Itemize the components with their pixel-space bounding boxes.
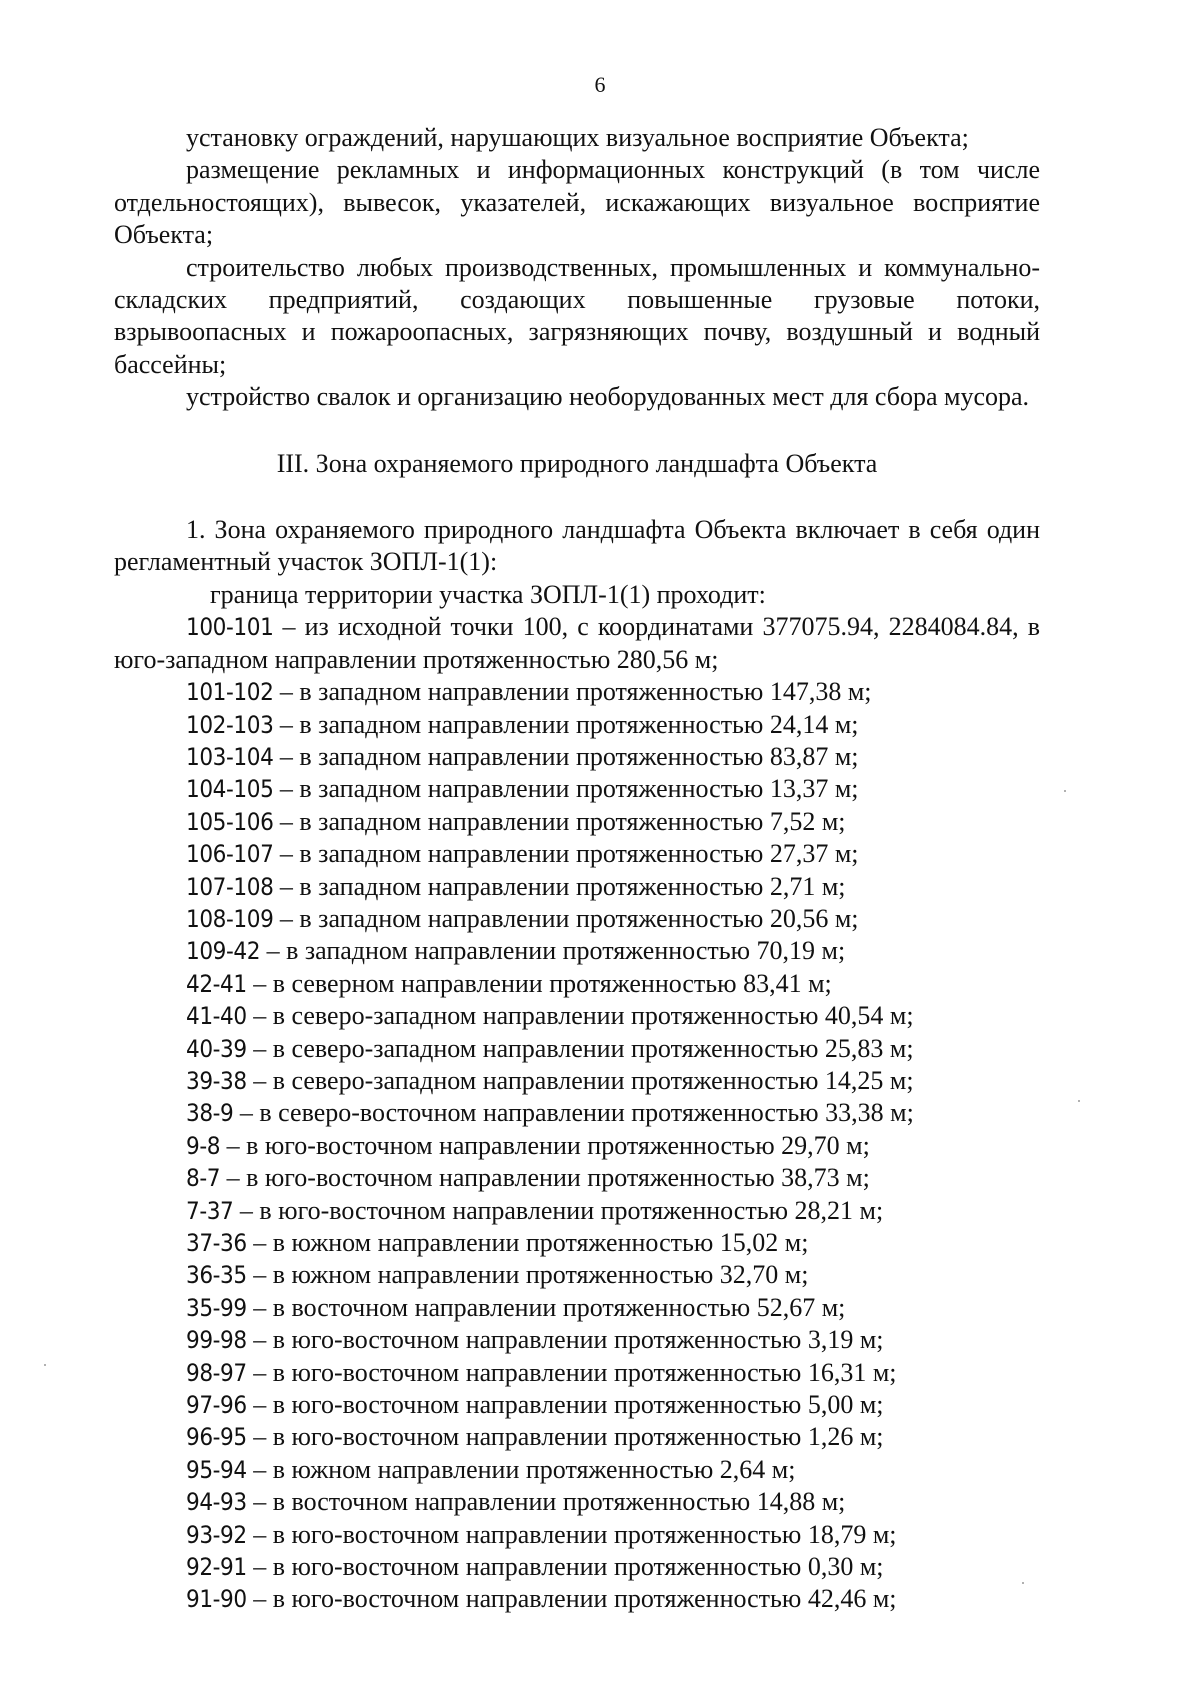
- segment-line: [114, 1583, 1040, 1615]
- segment-code: 96-95: [186, 1423, 247, 1452]
- segment-code: 91-90: [186, 1585, 247, 1614]
- segment-line: [114, 1357, 1040, 1389]
- segment-code: 36-35: [186, 1261, 247, 1290]
- segment-code: 37-36: [186, 1229, 247, 1257]
- segment-line: [114, 1227, 1040, 1259]
- segment-line-first: [114, 611, 1040, 676]
- segment-line: [114, 1389, 1040, 1421]
- scan-speck: [44, 1364, 46, 1366]
- segment-list: [114, 676, 1040, 1616]
- segment-line: [114, 1033, 1040, 1065]
- segment-code: 94-93: [186, 1488, 247, 1517]
- segment-text: – в северо-западном направлении протяженностью 40,54 м;: [246, 1001, 914, 1031]
- segment-text: – в северном направлении протяженностью 83,41 м;: [246, 968, 832, 998]
- segment-code: 42-41: [186, 969, 247, 998]
- scan-speck: [1022, 1582, 1024, 1584]
- segment-text: – в юго-восточном направлении протяженностью 38,73 м;: [220, 1163, 870, 1193]
- segment-code: 9-8: [186, 1131, 221, 1160]
- segment-text: – в западном направлении протяженностью 27,37 м;: [273, 839, 859, 869]
- segment-line: [114, 1551, 1040, 1583]
- segment-text: – в южном направлении протяженностью 2,64 м;: [246, 1454, 796, 1484]
- segment-line: [114, 838, 1040, 870]
- segment-text: – в юго-восточном направлении протяженностью 5,00 м;: [246, 1390, 884, 1420]
- segment-code: 39-38: [186, 1066, 247, 1095]
- segment-code: 40-39: [186, 1034, 247, 1063]
- segment-text: – в юго-восточном направлении протяженностью 28,21 м;: [233, 1195, 884, 1225]
- segment-code: 108-109: [186, 904, 274, 933]
- segment-text: – в юго-восточном направлении протяженностью 29,70 м;: [220, 1130, 870, 1160]
- segment-code: 7-37: [186, 1196, 234, 1225]
- segment-text: – в северо-западном направлении протяженностью 25,83 м;: [246, 1033, 914, 1063]
- segment-code: 101-102: [186, 678, 274, 707]
- segment-text: – в северо-восточном направлении протяженностью 33,38 м;: [233, 1098, 914, 1128]
- segment-line: [114, 1130, 1040, 1162]
- segment-code: 92-91: [186, 1553, 247, 1582]
- segment-line: [114, 741, 1040, 773]
- page-number: 6: [594, 72, 606, 97]
- segment-text: – в юго-восточном направлении протяженностью 0,30 м;: [246, 1552, 884, 1582]
- paragraph-dumps: устройство свалок и организацию необорудованных мест для сбора мусора.: [186, 382, 1030, 412]
- segment-text: – в восточном направлении протяженностью 14,88 м;: [246, 1487, 846, 1517]
- segment-line: [114, 773, 1040, 805]
- segment-line: [114, 871, 1040, 903]
- segment-line: [114, 806, 1040, 838]
- segment-line: [114, 903, 1040, 935]
- boundary-intro: граница территории участка ЗОПЛ-1(1) проходит:: [210, 579, 766, 609]
- segment-line: [114, 1065, 1040, 1097]
- scan-speck: [1064, 790, 1066, 792]
- segment-code: 97-96: [186, 1391, 247, 1420]
- segment-line: [114, 1000, 1040, 1032]
- segment-text: – в юго-восточном направлении протяженностью 42,46 м;: [246, 1584, 897, 1614]
- segment-line: [114, 1292, 1040, 1324]
- segment-text: – в южном направлении протяженностью 32,70 м;: [246, 1260, 809, 1290]
- segment-text: – в северо-западном направлении протяженностью 14,25 м;: [246, 1065, 914, 1095]
- segment-code: 102-103: [186, 710, 274, 739]
- section-heading: III. Зона охраняемого природного ландшафта Объекта: [276, 448, 878, 478]
- segment-line: [114, 1259, 1040, 1291]
- segment-code: 99-98: [186, 1326, 247, 1355]
- segment-text: – в западном направлении протяженностью 70,19 м;: [260, 936, 846, 966]
- segment-code: 100-101: [186, 613, 274, 642]
- segment-code: 95-94: [186, 1455, 247, 1484]
- segment-text: – из исходной точки 100, с координатами 377075.94, 2284084.84, в юго-западном направлении протяженностью 280,56 м;: [114, 612, 1040, 674]
- segment-code: 107-108: [186, 872, 274, 901]
- segment-text: – в западном направлении протяженностью 24,14 м;: [273, 709, 859, 739]
- segment-text: – в западном направлении протяженностью 83,87 м;: [273, 741, 859, 771]
- segment-text: – в южном направлении протяженностью 15,02 м;: [246, 1228, 809, 1257]
- segment-code: 106-107: [186, 840, 274, 869]
- segment-code: 103-104: [186, 742, 274, 771]
- segment-line: [114, 968, 1040, 1000]
- segment-code: 98-97: [186, 1358, 247, 1387]
- segment-line: [114, 935, 1040, 967]
- segment-line: [114, 1486, 1040, 1518]
- paragraph-fencing: установку ограждений, нарушающих визуальное восприятие Объекта;: [186, 123, 969, 152]
- segment-text: – в юго-восточном направлении протяженностью 16,31 м;: [246, 1357, 897, 1387]
- paragraph-advertising: размещение рекламных и информационных конструкций (в том числе отдельностоящих), вывесок, указателей, искажающих визуальное восприятие Объекта;: [114, 155, 1040, 250]
- segment-code: 105-106: [186, 807, 274, 836]
- segment-text: – в западном направлении протяженностью 20,56 м;: [273, 903, 859, 933]
- segment-code: 93-92: [186, 1520, 247, 1549]
- segment-code: 35-99: [186, 1293, 247, 1322]
- segment-line: [114, 676, 1040, 708]
- paragraph-construction: строительство любых производственных, промышленных и коммунально-складских предприятий, создающих повышенные грузовые потоки, взрывоопасных и пожароопасных, загрязняющих почву, воздушный и водный бассейны;: [114, 252, 1040, 379]
- segment-text: – в восточном направлении протяженностью 52,67 м;: [246, 1292, 846, 1322]
- document-body: [114, 122, 1040, 1616]
- segment-line: [114, 1519, 1040, 1551]
- clause-1: 1. Зона охраняемого природного ландшафта Объекта включает в себя один регламентный участок ЗОПЛ-1(1):: [114, 515, 1040, 577]
- segment-line: [114, 1195, 1040, 1227]
- segment-code: 109-42: [186, 937, 261, 966]
- segment-code: 8-7: [186, 1164, 221, 1193]
- segment-code: 104-105: [186, 775, 274, 804]
- segment-text: – в западном направлении протяженностью 2,71 м;: [273, 871, 846, 901]
- segment-text: – в западном направлении протяженностью 147,38 м;: [273, 677, 872, 707]
- segment-text: – в западном направлении протяженностью 7,52 м;: [273, 806, 846, 836]
- segment-line: [114, 1454, 1040, 1486]
- segment-code: 38-9: [186, 1099, 234, 1128]
- segment-text: – в юго-восточном направлении протяженностью 3,19 м;: [246, 1325, 884, 1355]
- segment-code: 41-40: [186, 1002, 247, 1031]
- segment-line: [114, 1421, 1040, 1453]
- segment-line: [114, 1097, 1040, 1129]
- segment-line: [114, 709, 1040, 741]
- segment-line: [114, 1324, 1040, 1356]
- scan-speck: [1078, 1100, 1080, 1102]
- segment-line: [114, 1162, 1040, 1194]
- segment-text: – в юго-восточном направлении протяженностью 1,26 м;: [246, 1422, 884, 1452]
- segment-text: – в западном направлении протяженностью 13,37 м;: [273, 774, 859, 804]
- segment-text: – в юго-восточном направлении протяженностью 18,79 м;: [246, 1519, 897, 1549]
